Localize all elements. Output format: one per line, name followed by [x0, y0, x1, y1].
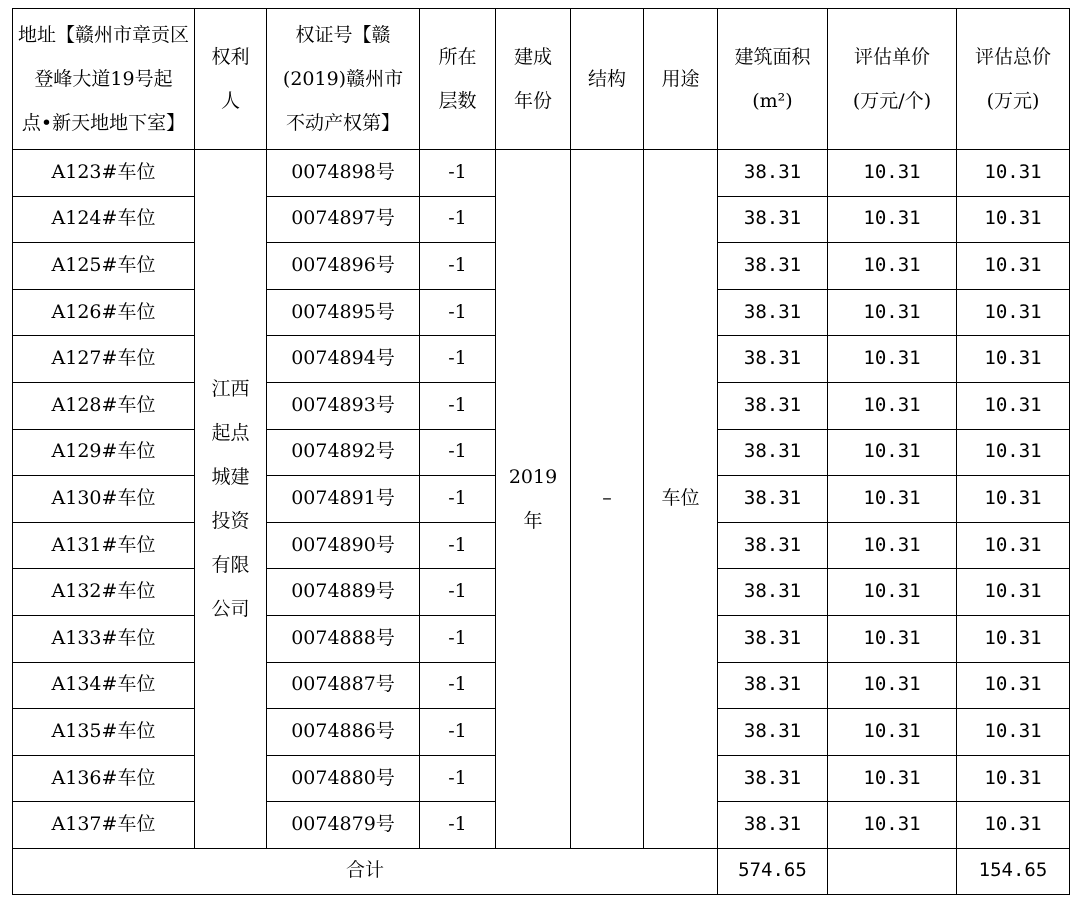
header-address [13, 9, 195, 150]
cell-cert: 0074887号 [267, 662, 420, 709]
cell-cert: 0074893号 [267, 382, 420, 429]
cell-unit-price: 10.31 [828, 662, 957, 709]
cell-address: A137#车位 [13, 802, 195, 849]
header-usage-text: 用途 [661, 68, 700, 90]
cell-area: 38.31 [718, 755, 828, 802]
cell-area: 38.31 [718, 382, 828, 429]
cell-area: 38.31 [718, 522, 828, 569]
cell-floor: -1 [420, 196, 496, 243]
cell-area: 38.31 [718, 336, 828, 383]
cell-area: 38.31 [718, 709, 828, 756]
cell-owner [195, 150, 267, 849]
cell-cert: 0074886号 [267, 709, 420, 756]
total-total-price: 154.65 [957, 848, 1070, 894]
cell-cert: 0074894号 [267, 336, 420, 383]
cell-address: A134#车位 [13, 662, 195, 709]
cell-total-price: 10.31 [957, 243, 1070, 290]
cell-address: A123#车位 [13, 150, 195, 197]
header-total-price [957, 9, 1070, 150]
total-area: 574.65 [718, 848, 828, 894]
cell-unit-price: 10.31 [828, 336, 957, 383]
cell-total-price: 10.31 [957, 196, 1070, 243]
cell-address: A132#车位 [13, 569, 195, 616]
cell-unit-price: 10.31 [828, 382, 957, 429]
cell-floor: -1 [420, 243, 496, 290]
cell-floor: -1 [420, 569, 496, 616]
cell-cert: 0074897号 [267, 196, 420, 243]
cell-unit-price: 10.31 [828, 196, 957, 243]
cell-floor: -1 [420, 802, 496, 849]
cell-total-price: 10.31 [957, 569, 1070, 616]
cell-address: A126#车位 [13, 289, 195, 336]
cell-unit-price: 10.31 [828, 615, 957, 662]
header-cert-text: 权证号【赣 (2019)赣州市 不动产权第】 [282, 24, 404, 134]
cell-cert: 0074892号 [267, 429, 420, 476]
table-row [13, 150, 1070, 197]
cell-address: A136#车位 [13, 755, 195, 802]
cell-cert: 0074890号 [267, 522, 420, 569]
header-structure [571, 9, 644, 150]
cell-unit-price: 10.31 [828, 755, 957, 802]
header-owner-text: 权利 人 [211, 46, 250, 112]
cell-address: A135#车位 [13, 709, 195, 756]
cell-total-price: 10.31 [957, 289, 1070, 336]
header-area-text: 建筑面积 (m²) [734, 46, 811, 112]
cell-area: 38.31 [718, 289, 828, 336]
cell-structure: – [571, 150, 644, 849]
header-floor-text: 所在 层数 [438, 46, 477, 112]
cell-address: A124#车位 [13, 196, 195, 243]
cell-cert: 0074879号 [267, 802, 420, 849]
header-total-price-text: 评估总价 (万元) [974, 46, 1051, 112]
cell-total-price: 10.31 [957, 755, 1070, 802]
cell-floor: -1 [420, 662, 496, 709]
cell-area: 38.31 [718, 615, 828, 662]
cell-address: A129#车位 [13, 429, 195, 476]
cell-area: 38.31 [718, 802, 828, 849]
cell-floor: -1 [420, 336, 496, 383]
cell-address: A131#车位 [13, 522, 195, 569]
cell-unit-price: 10.31 [828, 429, 957, 476]
header-year [496, 9, 571, 150]
cell-total-price: 10.31 [957, 709, 1070, 756]
cell-floor: -1 [420, 755, 496, 802]
header-floor [420, 9, 496, 150]
cell-floor: -1 [420, 382, 496, 429]
cell-address: A125#车位 [13, 243, 195, 290]
cell-cert: 0074896号 [267, 243, 420, 290]
header-area [718, 9, 828, 150]
cell-address: A133#车位 [13, 615, 195, 662]
cell-cert: 0074898号 [267, 150, 420, 197]
cell-total-price: 10.31 [957, 336, 1070, 383]
cell-floor: -1 [420, 615, 496, 662]
cell-address: A128#车位 [13, 382, 195, 429]
cell-unit-price: 10.31 [828, 709, 957, 756]
cell-total-price: 10.31 [957, 429, 1070, 476]
cell-total-price: 10.31 [957, 662, 1070, 709]
cell-usage: 车位 [644, 150, 718, 849]
cell-total-price: 10.31 [957, 522, 1070, 569]
header-row [13, 9, 1070, 150]
owner-text: 江西 起点 城建 投资 有限 公司 [211, 377, 250, 620]
cell-cert: 0074888号 [267, 615, 420, 662]
cell-area: 38.31 [718, 429, 828, 476]
cell-total-price: 10.31 [957, 150, 1070, 197]
cell-floor: -1 [420, 522, 496, 569]
valuation-table [12, 8, 1070, 895]
cell-floor: -1 [420, 709, 496, 756]
header-usage [644, 9, 718, 150]
cell-total-price: 10.31 [957, 476, 1070, 523]
year-text: 2019 年 [508, 465, 558, 532]
cell-total-price: 10.31 [957, 802, 1070, 849]
total-unit-price [828, 848, 957, 894]
cell-total-price: 10.31 [957, 382, 1070, 429]
cell-floor: -1 [420, 476, 496, 523]
cell-unit-price: 10.31 [828, 802, 957, 849]
cell-floor: -1 [420, 429, 496, 476]
cell-cert: 0074895号 [267, 289, 420, 336]
cell-floor: -1 [420, 150, 496, 197]
header-unit-price-text: 评估单价 (万元/个) [852, 46, 932, 112]
cell-area: 38.31 [718, 662, 828, 709]
cell-unit-price: 10.31 [828, 289, 957, 336]
header-year-text: 建成 年份 [513, 46, 552, 112]
cell-unit-price: 10.31 [828, 150, 957, 197]
cell-cert: 0074891号 [267, 476, 420, 523]
header-structure-text: 结构 [587, 68, 626, 90]
cell-unit-price: 10.31 [828, 243, 957, 290]
cell-area: 38.31 [718, 569, 828, 616]
total-row [13, 848, 1070, 894]
cell-address: A130#车位 [13, 476, 195, 523]
cell-area: 38.31 [718, 476, 828, 523]
header-owner [195, 9, 267, 150]
header-address-text: 地址【赣州市章贡区 登峰大道19号起 点•新天地地下室】 [17, 24, 189, 134]
cell-unit-price: 10.31 [828, 569, 957, 616]
cell-unit-price: 10.31 [828, 476, 957, 523]
cell-unit-price: 10.31 [828, 522, 957, 569]
cell-cert: 0074889号 [267, 569, 420, 616]
cell-area: 38.31 [718, 243, 828, 290]
total-label: 合计 [13, 848, 718, 894]
cell-year [496, 150, 571, 849]
header-unit-price [828, 9, 957, 150]
cell-cert: 0074880号 [267, 755, 420, 802]
cell-total-price: 10.31 [957, 615, 1070, 662]
header-cert [267, 9, 420, 150]
cell-floor: -1 [420, 289, 496, 336]
cell-address: A127#车位 [13, 336, 195, 383]
cell-area: 38.31 [718, 150, 828, 197]
cell-area: 38.31 [718, 196, 828, 243]
